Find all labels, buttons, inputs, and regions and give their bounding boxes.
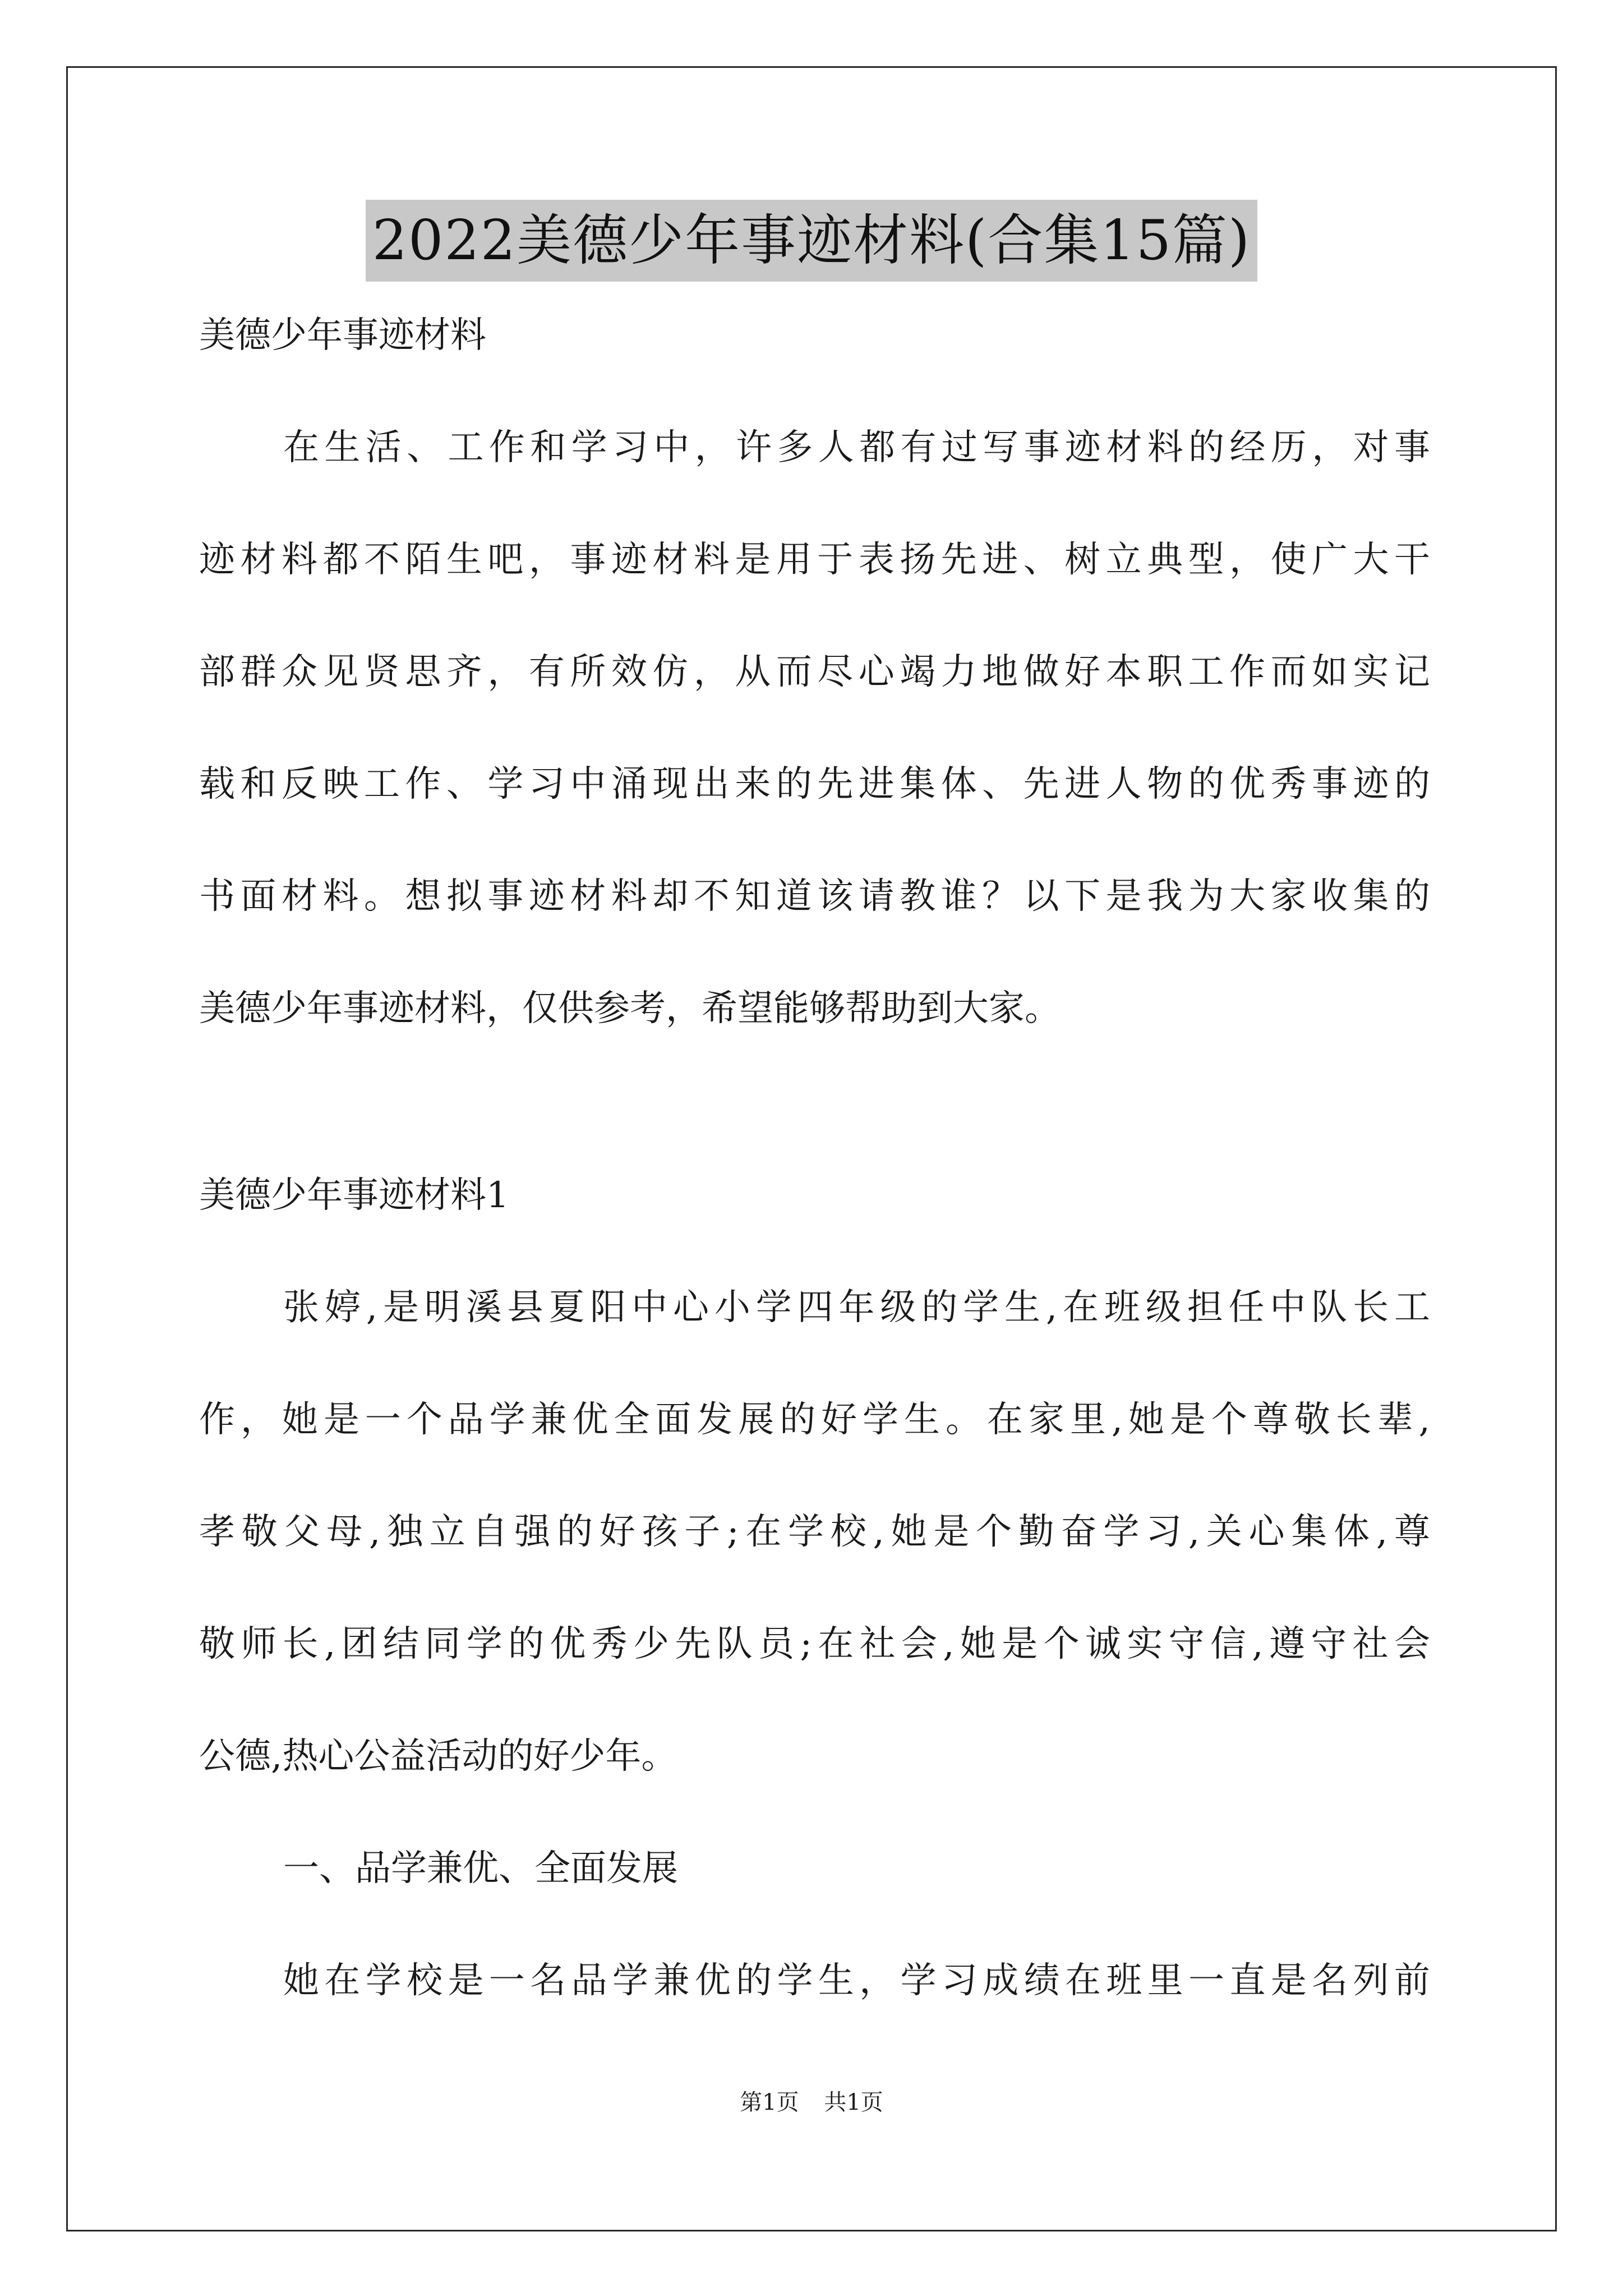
paragraph-line: 书面材料。想拟事迹材料却不知道该请教谁？以下是我为大家收集的 (199, 876, 1430, 917)
page-total: 共1页 (824, 2090, 883, 2115)
paragraph-line: 部群众见贤思齐，有所效仿，从而尽心竭力地做好本职工作而如实记 (199, 651, 1430, 693)
paragraph-line: 迹材料都不陌生吧，事迹材料是用于表扬先进、树立典型，使广大干 (199, 539, 1430, 581)
paragraph-line: 载和反映工作、学习中涌现出来的先进集体、先进人物的优秀事迹的 (199, 763, 1430, 805)
section-heading: 美德少年事迹材料1 (199, 1175, 509, 1216)
paragraph-line: 她在学校是一名品学兼优的学生，学习成绩在班里一直是名列前 (283, 1960, 1430, 2001)
paragraph-line: 在生活、工作和学习中，许多人都有过写事迹材料的经历，对事 (283, 427, 1430, 468)
page-border (66, 66, 1557, 2231)
subheading: 一、品学兼优、全面发展 (283, 1848, 678, 1889)
paragraph-line: 孝敬父母,独立自强的好孩子;在学校,她是个勤奋学习,关心集体,尊 (199, 1511, 1430, 1553)
page-footer (0, 2086, 1623, 2119)
title-container (0, 200, 1623, 282)
paragraph-line: 作，她是一个品学兼优全面发展的好学生。在家里,她是个尊敬长辈, (199, 1399, 1430, 1441)
intro-heading: 美德少年事迹材料 (199, 315, 486, 356)
document-title: 2022美德少年事迹材料(合集15篇) (366, 200, 1258, 282)
paragraph-line: 美德少年事迹材料，仅供参考，希望能够帮助到大家。 (199, 988, 1061, 1029)
page-number: 第1页 (740, 2090, 799, 2115)
paragraph-line: 敬师长,团结同学的优秀少先队员;在社会,她是个诚实守信,遵守社会 (199, 1623, 1430, 1665)
paragraph-line: 公德,热心公益活动的好少年。 (199, 1736, 677, 1777)
paragraph-line: 张婷,是明溪县夏阳中心小学四年级的学生,在班级担任中队长工 (283, 1287, 1430, 1328)
